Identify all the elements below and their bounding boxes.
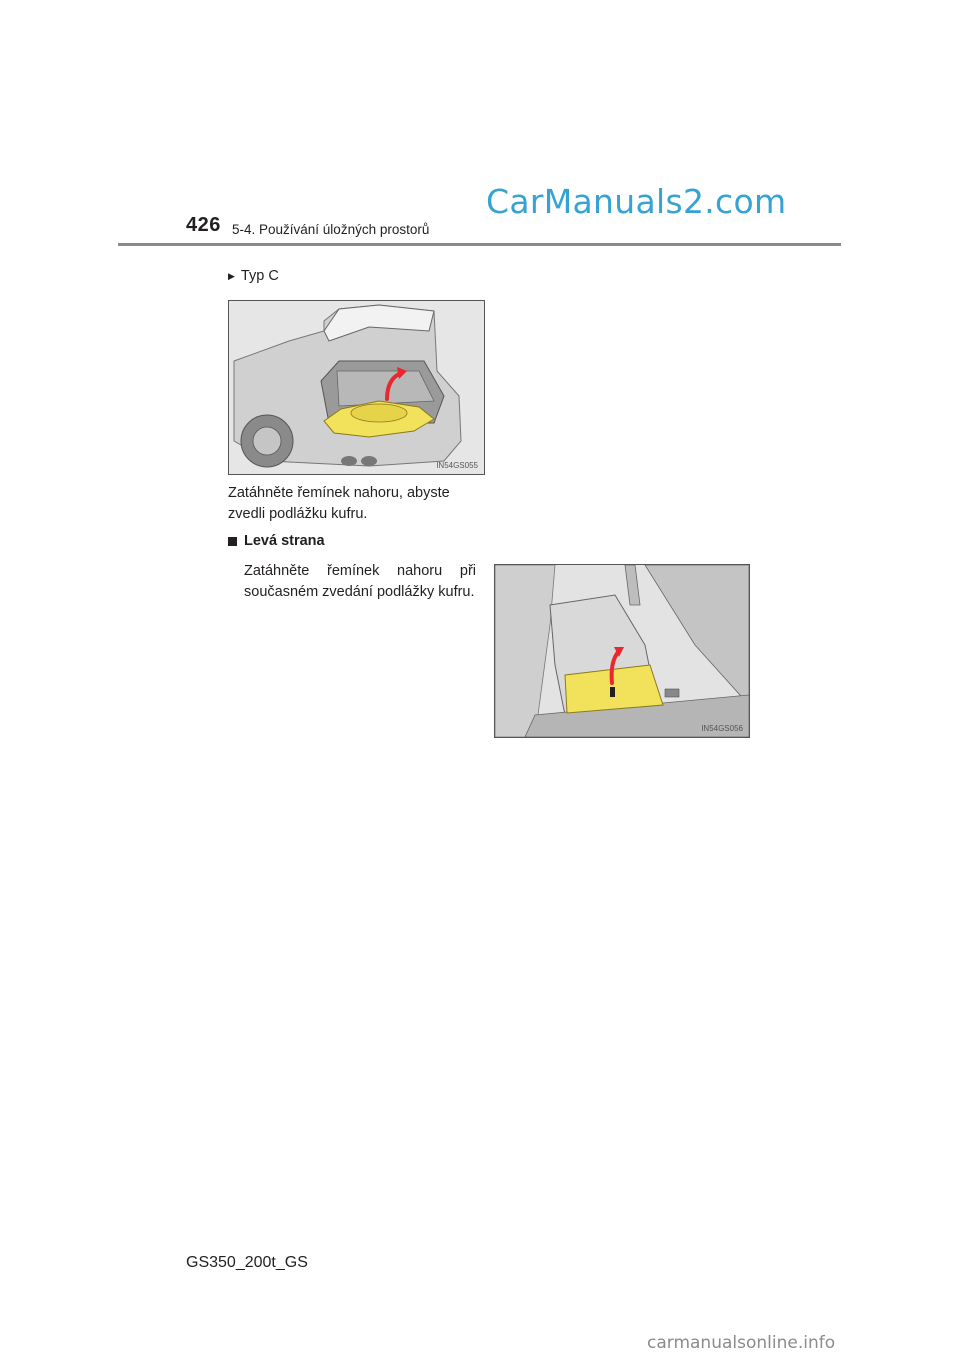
left-side-heading [228,533,325,549]
section-title: 5-4. Používání úložných prostorů [232,222,430,237]
figure-trunk-left-side [494,564,750,738]
left-side-heading-text: Levá strana [244,533,325,549]
triangle-bullet-icon: ▶ [228,270,235,281]
model-code: GS350_200t_GS [186,1254,308,1271]
instruction-text: Zatáhněte řemínek nahoru, abyste zvedli podlážku kufru. [228,485,450,522]
figure-trunk-type-c [228,300,485,475]
header-rule [118,243,841,246]
square-bullet-icon [228,537,237,546]
car-trunk-illustration [229,301,484,474]
watermark-top[interactable]: CarManuals2.com [486,182,787,221]
figure-code: IN54GS056 [701,724,743,733]
trunk-left-side-illustration [495,565,749,737]
left-side-text: Zatáhněte řemínek nahoru při současném zvedání podlážky kufru. [244,563,476,600]
page-number: 426 [186,214,221,236]
figure-code: IN54GS055 [436,461,478,470]
subsection-heading [228,268,279,284]
watermark-bottom[interactable]: carmanualsonline.info [647,1333,836,1353]
subsection-label: Typ C [240,268,279,284]
